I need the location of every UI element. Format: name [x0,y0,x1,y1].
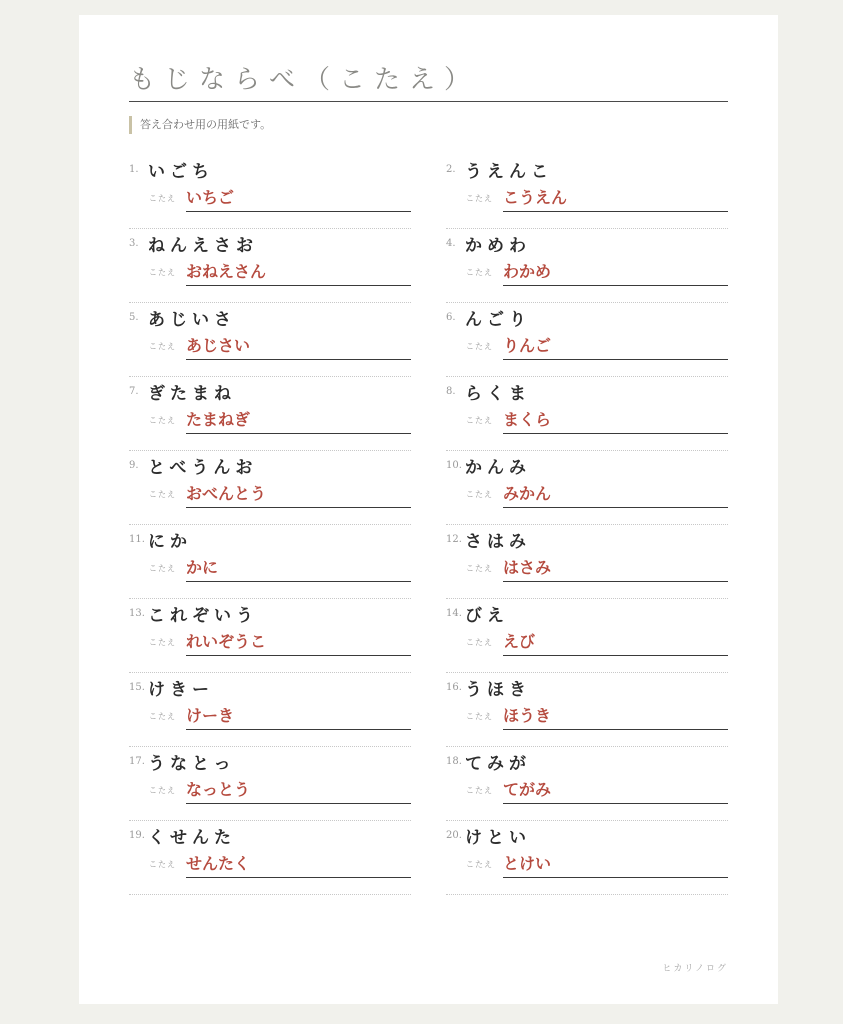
question-line [446,158,553,180]
question-item [446,673,728,747]
answer-label: こたえ [466,342,493,351]
answer-label: こたえ [149,416,176,425]
answer-text: みかん [503,483,728,508]
question-number: 10. [446,459,462,471]
question-line [446,602,509,624]
question-line [446,380,531,402]
answer-line [466,780,728,804]
scrambled-word: うなとっ [148,753,236,774]
question-item [129,303,411,377]
question-item [129,229,411,303]
answer-text: あじさい [186,335,411,360]
question-item [446,155,728,229]
answer-label: こたえ [466,194,493,203]
question-number: 5. [129,311,139,323]
answer-text: こうえん [503,187,728,212]
question-item [129,599,411,673]
question-number: 6. [446,311,456,323]
answer-text: とけい [503,853,728,878]
scrambled-word: うえんこ [465,161,553,182]
question-number: 7. [129,385,139,397]
answer-line [466,854,728,878]
answer-label: こたえ [149,342,176,351]
question-line [446,528,531,550]
question-line [446,676,531,698]
scrambled-word: これぞいう [148,605,258,626]
scrambled-word: けきー [148,679,214,700]
answer-label: こたえ [466,564,493,573]
worksheet-page [79,15,778,1004]
answer-line [149,410,411,434]
question-line [129,528,192,550]
answer-line [466,336,728,360]
scrambled-word: んごり [465,309,531,330]
answer-line [149,706,411,730]
question-number: 20. [446,829,462,841]
question-item [129,451,411,525]
question-number: 8. [446,385,456,397]
question-line [129,158,214,180]
question-number: 13. [129,607,145,619]
scrambled-word: てみが [465,753,531,774]
question-grid [129,155,728,895]
question-line [446,454,531,476]
question-item [129,747,411,821]
answer-text: かに [186,557,411,582]
scrambled-word: うほき [465,679,531,700]
question-item [129,155,411,229]
question-number: 16. [446,681,462,693]
answer-label: こたえ [149,786,176,795]
question-line [129,824,236,846]
answer-text: せんたく [186,853,411,878]
question-line [129,454,257,476]
answer-line [466,484,728,508]
scrambled-word: いごち [148,161,214,182]
question-item [129,673,411,747]
question-line [446,750,531,772]
answer-label: こたえ [149,638,176,647]
answer-line [149,336,411,360]
question-item [446,377,728,451]
scrambled-word: にか [148,531,192,552]
question-number: 2. [446,163,456,175]
question-number: 1. [129,163,139,175]
question-number: 18. [446,755,462,767]
footer-brand: ヒカリノログ [662,964,728,974]
question-item [129,525,411,599]
answer-text: はさみ [503,557,728,582]
question-number: 3. [129,237,139,249]
scrambled-word: かめわ [465,235,531,256]
answer-line [149,262,411,286]
scrambled-word: けとい [465,827,531,848]
answer-label: こたえ [149,490,176,499]
question-item [129,377,411,451]
answer-line [466,262,728,286]
question-number: 15. [129,681,145,693]
question-item [446,747,728,821]
scrambled-word: くせんた [148,827,236,848]
question-item [446,229,728,303]
scrambled-word: らくま [465,383,531,404]
answer-label: こたえ [149,194,176,203]
question-line [129,602,258,624]
answer-text: れいぞうこ [186,631,411,656]
question-line [129,232,258,254]
answer-label: こたえ [466,712,493,721]
scrambled-word: とべうんお [148,457,258,478]
answer-line [149,854,411,878]
answer-label: こたえ [149,564,176,573]
question-item [446,451,728,525]
answer-text: おべんとう [186,483,411,508]
answer-text: たまねぎ [186,409,411,434]
scrambled-word: ねんえさお [148,235,258,256]
answer-text: わかめ [503,261,728,286]
answer-text: まくら [503,409,728,434]
answer-label: こたえ [466,860,493,869]
scrambled-word: あじいさ [148,309,236,330]
question-item [446,599,728,673]
answer-line [466,632,728,656]
scrambled-word: びえ [465,605,509,626]
answer-label: こたえ [466,490,493,499]
answer-text: なっとう [186,779,411,804]
answer-line [466,188,728,212]
answer-line [149,632,411,656]
question-item [446,525,728,599]
question-number: 11. [129,533,145,545]
answer-label: こたえ [466,268,493,277]
answer-line [466,706,728,730]
question-line [129,380,236,402]
question-line [446,824,531,846]
answer-text: てがみ [503,779,728,804]
question-item [129,821,411,895]
answer-line [149,780,411,804]
question-line [129,676,214,698]
answer-text: おねえさん [186,261,411,286]
answer-text: えび [503,631,728,656]
question-item [446,303,728,377]
answer-line [149,484,411,508]
page-title: もじならべ（こたえ） [129,65,480,95]
answer-line [149,188,411,212]
question-item [446,821,728,895]
answer-line [149,558,411,582]
question-number: 12. [446,533,462,545]
answer-label: こたえ [466,786,493,795]
answer-text: けーき [186,705,411,730]
question-line [129,750,236,772]
question-line [129,306,236,328]
answer-label: こたえ [149,268,176,277]
answer-label: こたえ [149,860,176,869]
answer-line [466,558,728,582]
answer-text: いちご [186,187,411,212]
answer-label: こたえ [466,416,493,425]
answer-label: こたえ [149,712,176,721]
question-line [446,306,531,328]
question-number: 14. [446,607,462,619]
title-divider [129,101,728,102]
question-number: 4. [446,237,456,249]
question-number: 9. [129,459,139,471]
answer-text: りんご [503,335,728,360]
question-line [446,232,531,254]
answer-label: こたえ [466,638,493,647]
scrambled-word: さはみ [465,531,531,552]
question-number: 19. [129,829,145,841]
answer-text: ほうき [503,705,728,730]
answer-line [466,410,728,434]
scrambled-word: かんみ [465,457,531,478]
question-number: 17. [129,755,145,767]
scrambled-word: ぎたまね [148,383,236,404]
subtitle: 答え合わせ用の用紙です。 [129,116,271,134]
